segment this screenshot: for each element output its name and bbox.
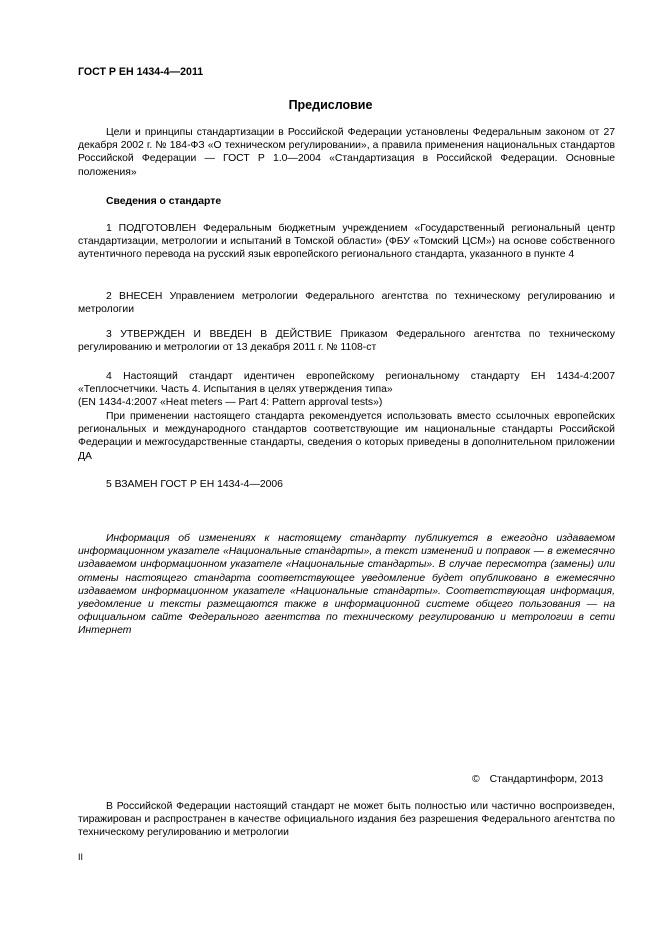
copyright-text: Стандартинформ, 2013 — [489, 774, 604, 785]
intro-paragraph: Цели и принципы стандартизации в Российской Федерации установлены Федеральным законом от 27 декабря 2002 г. № 184-ФЗ «О техническом регулировании», а правила применения национальных стандартов Российской Федерации — ГОСТ Р 1.0—2004 «Стандартизация в Российской Федерации. Основные положения» — [78, 127, 615, 178]
item-4: 4 Настоящий стандарт идентичен европейскому региональному стандарту ЕН 1434-4:2007 «Теплосчетчики. Часть 4. Испытания в целях утверждения типа» — [78, 371, 615, 396]
item-5: 5 ВЗАМЕН ГОСТ Р ЕН 1434-4—2006 — [106, 479, 283, 490]
notice-paragraph: Информация об изменениях к настоящему стандарту публикуется в ежегодно издаваемом информационном указателе «Национальные стандарты», а текст изменений и поправок — в ежемесячно издаваемом информационном указателе «Национальные стандарты». В случае пересмотра (замены) или отмены настоящего стандарта соответствующее уведомление будет опубликовано в ежемесячно издаваемом информационном указателе «Национальные стандарты». Соответствующая информация, уведомление и тексты размещаются также в информационной системе общего пользования — на официальном сайте Федерального агентства по техническому регулированию и метрологии в сети Интернет — [78, 533, 615, 637]
info-heading: Сведения о стандарте — [106, 196, 222, 207]
page-title: Предисловие — [288, 98, 373, 112]
item-2: 2 ВНЕСЕН Управлением метрологии Федерального агентства по техническому регулированию и метрологии — [78, 291, 615, 316]
item-4-note: При применении настоящего стандарта рекомендуется использовать вместо ссылочных европейских региональных и международного стандартов соответствующие им национальные стандарты Российской Федерации и межгосударственные стандарты, сведения о которых приведены в дополнительном приложении ДА — [78, 411, 615, 462]
legal-paragraph: В Российской Федерации настоящий стандарт не может быть полностью или частично воспроизведен, тиражирован и распространен в качестве официального издания без разрешения Федерального агентства по техническому регулированию и метрологии — [78, 801, 615, 839]
copyright — [472, 774, 603, 785]
page-number: II — [78, 852, 84, 862]
document-code: ГОСТ Р ЕН 1434-4—2011 — [78, 66, 204, 78]
copyright-symbol: © — [472, 774, 480, 785]
item-3: 3 УТВЕРЖДЕН И ВВЕДЕН В ДЕЙСТВИЕ Приказом Федерального агентства по техническому регулированию и метрологии от 13 декабря 2011 г. № 1108-ст — [78, 329, 615, 354]
item-4-english: (EN 1434-4:2007 «Heat meters — Part 4: Pattern approval tests») — [78, 397, 383, 408]
item-1: 1 ПОДГОТОВЛЕН Федеральным бюджетным учреждением «Государственный региональный центр стандартизации, метрологии и испытаний в Томской области» (ФБУ «Томский ЦСМ») на основе собственного аутентичного перевода на русский язык европейского регионального стандарта, указанного в пункте 4 — [78, 223, 615, 261]
